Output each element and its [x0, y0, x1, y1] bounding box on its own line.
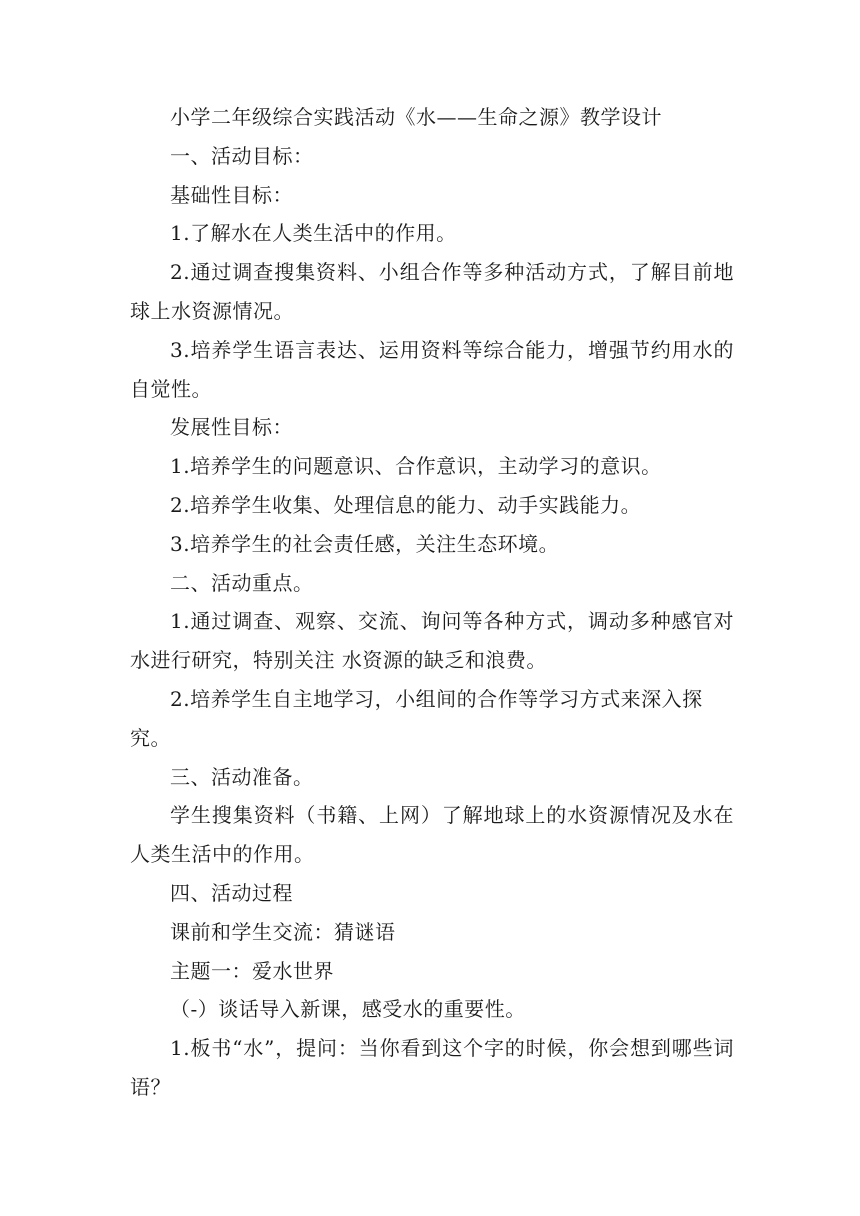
subsection-heading: 发展性目标： — [170, 415, 293, 440]
paragraph: （-）谈话导入新课，感受水的重要性。 — [170, 997, 526, 1022]
paragraph: 1.板书“水”，提问：当你看到这个字的时候，你会想到哪些词语？ — [130, 1036, 734, 1099]
section-heading: 二、活动重点。 — [170, 570, 314, 595]
paragraph: 学生搜集资料（书籍、上网）了解地球上的水资源情况及水在人类生活中的作用。 — [130, 803, 734, 867]
paragraph: 3.培养学生的社会责任感，关注生态环境。 — [170, 531, 560, 556]
document-body — [130, 98, 734, 1107]
paragraph: 2.培养学生自主地学习，小组间的合作等学习方式来深入探究。 — [130, 686, 703, 750]
section-heading: 一、活动目标： — [170, 143, 314, 168]
paragraph: 3.培养学生语言表达、运用资料等综合能力，增强节约用水的自觉性。 — [130, 337, 734, 401]
paragraph: 1.了解水在人类生活中的作用。 — [170, 221, 457, 246]
section-heading: 三、活动准备。 — [170, 764, 314, 789]
subsection-heading: 基础性目标： — [170, 182, 293, 207]
section-heading: 四、活动过程 — [170, 880, 293, 905]
paragraph: 1.培养学生的问题意识、合作意识，主动学习的意识。 — [170, 454, 662, 479]
document-title: 小学二年级综合实践活动《水——生命之源》教学设计 — [170, 105, 662, 129]
paragraph: 课前和学生交流：猜谜语 — [170, 919, 396, 944]
paragraph: 2.通过调查搜集资料、小组合作等多种活动方式，了解目前地球上水资源情况。 — [130, 260, 734, 323]
subsection-heading: 主题一：爱水世界 — [170, 958, 334, 983]
paragraph: 2.培养学生收集、处理信息的能力、动手实践能力。 — [170, 492, 642, 517]
paragraph: 1.通过调查、观察、交流、询问等各种方式，调动多种感官对水进行研究，特别关注 水资源的缺乏和浪费。 — [130, 609, 734, 673]
